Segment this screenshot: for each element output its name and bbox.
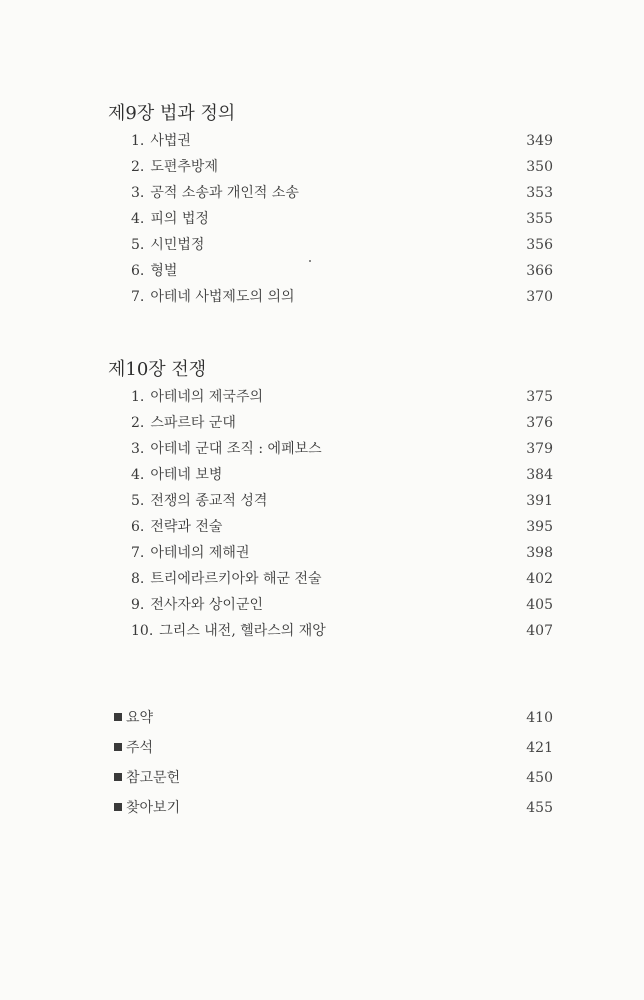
entry-title: 아테네의 제해권: [150, 545, 250, 561]
entry-title: 아테네 사법제도의 의의: [150, 289, 295, 305]
toc-entry: [131, 438, 553, 460]
toc-entry: [131, 620, 553, 642]
entry-title: 피의 법정: [150, 211, 209, 227]
toc-entry: [131, 156, 553, 178]
entry-number: 2.: [131, 159, 145, 175]
entry-page: 407: [526, 623, 553, 639]
toc-entry: [131, 386, 553, 408]
entry-page: 353: [526, 185, 553, 201]
entry-page: 370: [526, 289, 553, 305]
entry-title: 시민법정: [150, 237, 205, 253]
entry-number: 7.: [131, 545, 145, 561]
entry-title: 공적 소송과 개인적 소송: [150, 185, 299, 201]
toc-entry: [131, 516, 553, 538]
square-bullet-icon: [114, 773, 122, 781]
appendix-page: 421: [526, 740, 553, 756]
appendix-title: 요약: [126, 710, 154, 726]
entry-title: 형벌: [150, 263, 178, 279]
entry-title: 전사자와 상이군인: [150, 597, 264, 613]
appendix-entry: [114, 707, 553, 729]
toc-entry: [131, 234, 553, 256]
entry-title: 사법권: [150, 133, 191, 149]
entry-number: 3.: [131, 185, 145, 201]
entry-number: 8.: [131, 571, 145, 587]
square-bullet-icon: [114, 743, 122, 751]
appendix-page: 450: [526, 770, 553, 786]
appendix-page: 410: [526, 710, 553, 726]
toc-entry: [131, 490, 553, 512]
entry-title: 아테네의 제국주의: [150, 389, 264, 405]
entry-title: 그리스 내전, 헬라스의 재앙: [159, 623, 326, 639]
entry-title: 전쟁의 종교적 성격: [150, 493, 268, 509]
entry-number: 5.: [131, 493, 145, 509]
entry-number: 7.: [131, 289, 145, 305]
square-bullet-icon: [114, 803, 122, 811]
entry-number: 1.: [131, 389, 145, 405]
appendix-entry: [114, 797, 553, 819]
appendix-title: 주석: [126, 740, 154, 756]
entry-page: 395: [526, 519, 553, 535]
entry-title: 트리에라르키아와 해군 전술: [150, 571, 322, 587]
appendix-entry: [114, 737, 553, 759]
chapter-9-title: 제9장 법과 정의: [108, 103, 236, 124]
entry-number: 6.: [131, 519, 145, 535]
entry-number: 10.: [131, 623, 154, 639]
entry-page: 349: [526, 133, 553, 149]
toc-entry: [131, 542, 553, 564]
square-bullet-icon: [114, 713, 122, 721]
entry-page: 379: [526, 441, 553, 457]
entry-title: 아테네 보병: [150, 467, 223, 483]
entry-number: 2.: [131, 415, 145, 431]
entry-title: 전략과 전술: [150, 519, 223, 535]
appendix-title: 찾아보기: [126, 800, 181, 816]
entry-number: 4.: [131, 467, 145, 483]
toc-entry: [131, 208, 553, 230]
entry-page: 402: [526, 571, 553, 587]
toc-entry: [131, 130, 553, 152]
toc-entry: [131, 286, 553, 308]
entry-page: 405: [526, 597, 553, 613]
entry-number: 3.: [131, 441, 145, 457]
entry-number: 6.: [131, 263, 145, 279]
entry-number: 9.: [131, 597, 145, 613]
entry-number: 4.: [131, 211, 145, 227]
toc-entry: [131, 464, 553, 486]
entry-page: 366: [526, 263, 553, 279]
entry-title: 스파르타 군대: [150, 415, 236, 431]
chapter-10-title: 제10장 전쟁: [108, 359, 207, 380]
entry-number: 1.: [131, 133, 145, 149]
toc-entry: [131, 412, 553, 434]
entry-page: 350: [526, 159, 553, 175]
entry-page: 391: [526, 493, 553, 509]
entry-title: 도편추방제: [150, 159, 218, 175]
entry-page: 355: [526, 211, 553, 227]
entry-page: 376: [526, 415, 553, 431]
appendix-page: 455: [526, 800, 553, 816]
print-speck: [309, 260, 311, 262]
entry-number: 5.: [131, 237, 145, 253]
entry-page: 356: [526, 237, 553, 253]
toc-entry: [131, 182, 553, 204]
toc-entry: [131, 594, 553, 616]
appendix-entry: [114, 767, 553, 789]
toc-entry: [131, 260, 553, 282]
entry-page: 375: [526, 389, 553, 405]
entry-page: 384: [526, 467, 553, 483]
entry-title: 아테네 군대 조직 : 에페보스: [150, 441, 322, 457]
entry-page: 398: [526, 545, 553, 561]
toc-entry: [131, 568, 553, 590]
appendix-title: 참고문헌: [126, 770, 181, 786]
